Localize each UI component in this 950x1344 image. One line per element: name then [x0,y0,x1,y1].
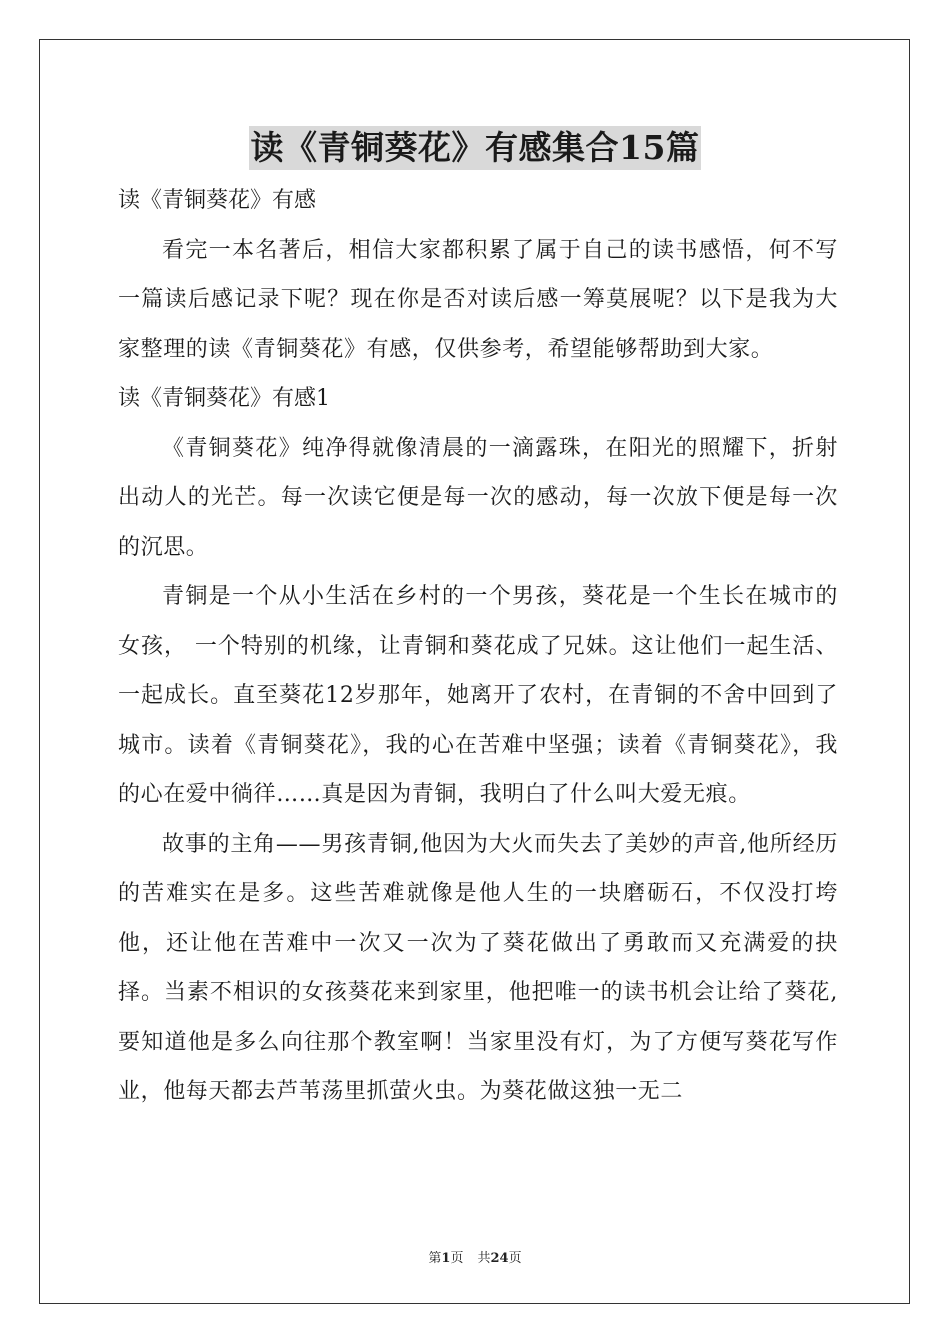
page-suffix: 页 [450,1251,464,1266]
page-prefix: 第 [428,1251,442,1266]
document-body [118,176,838,1117]
total-pages: 24 [490,1251,509,1266]
intro-paragraph: 看完一本名著后，相信大家都积累了属于自己的读书感悟，何不写一篇读后感记录下呢？现在你是否对读后感一筹莫展呢？以下是我为大家整理的读《青铜葵花》有感，仅供参考，希望能够帮助到大家。 [118,237,838,362]
body-paragraph-3: 故事的主角——男孩青铜,他因为大火而失去了美妙的声音,他所经历的苦难实在是多。这些苦难就像是他人生的一块磨砺石，不仅没打垮他，还让他在苦难中一次又一次为了葵花做出了勇敢而又充满爱的抉择。当素不相识的女孩葵花来到家里，他把唯一的读书机会让给了葵花,要知道他是多么向往那个教室啊！当家里没有灯，为了方便写葵花写作业，他每天都去芦苇荡里抓萤火虫。为葵花做这独一无二 [118,831,838,1104]
section-heading: 读《青铜葵花》有感1 [118,386,330,411]
document-title: 读《青铜葵花》有感集合15篇 [249,126,702,170]
page-number: 1 [441,1251,451,1266]
total-prefix: 共 [477,1251,491,1266]
body-paragraph-2: 青铜是一个从小生活在乡村的一个男孩，葵花是一个生长在城市的女孩， 一个特别的机缘，让青铜和葵花成了兄妹。这让他们一起生活、一起成长。直至葵花12岁那年，她离开了农村，在青铜的不舍中回到了城市。读着《青铜葵花》，我的心在苦难中坚强；读着《青铜葵花》，我的心在爱中徜徉……真是因为青铜，我明白了什么叫大爱无痕。 [118,584,838,807]
document-subtitle: 读《青铜葵花》有感 [118,188,317,213]
total-suffix: 页 [508,1251,522,1266]
title-container [0,126,950,170]
body-paragraph-1: 《青铜葵花》纯净得就像清晨的一滴露珠，在阳光的照耀下，折射出动人的光芒。每一次读它便是每一次的感动，每一次放下便是每一次的沉思。 [118,435,838,560]
page-footer [0,1247,950,1266]
